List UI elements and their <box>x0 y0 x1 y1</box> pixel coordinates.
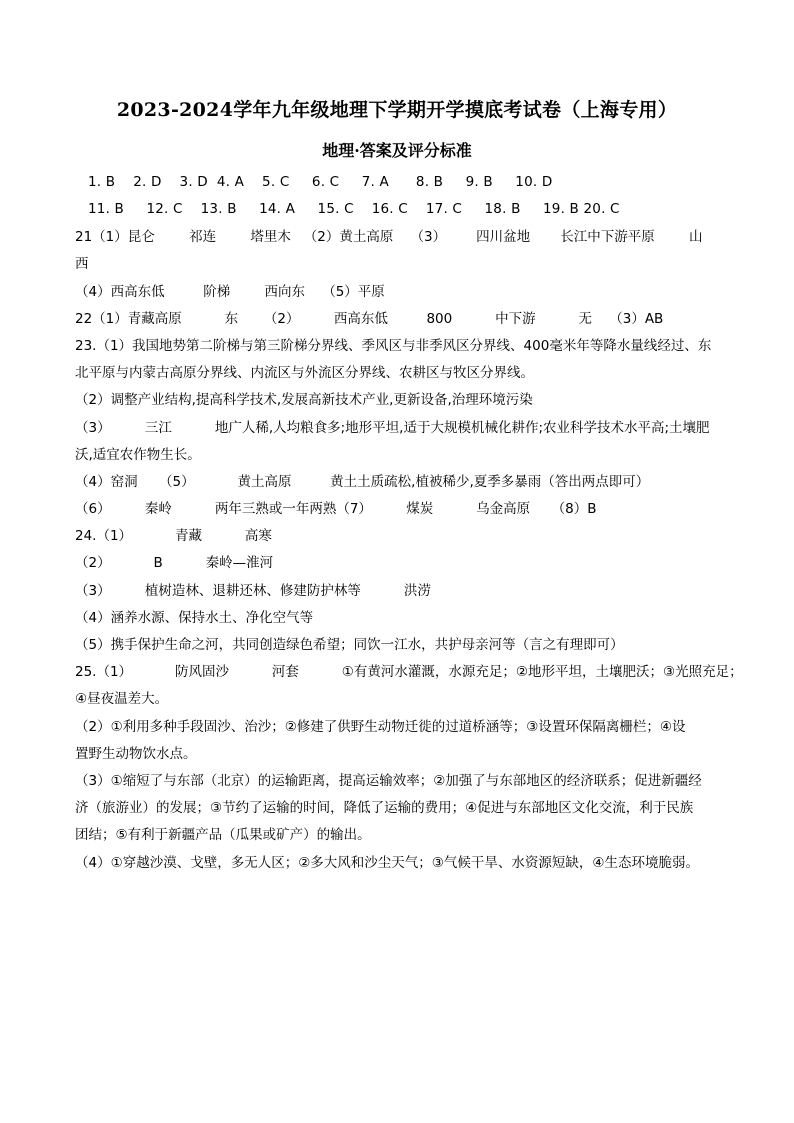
answer-line: 团结；⑤有利于新疆产品（瓜果或矿产）的输出。 <box>75 827 371 843</box>
answer-line: （2）①利用多种手段固沙、治沙；②修建了供野生动物迁徙的过道桥涵等；③设置环保隔离栅栏；④设 <box>75 719 686 735</box>
answer-line: （4）①穿越沙漠、戈壁，多无人区；②多大风和沙尘天气；③气候干旱、水资源短缺，④生态环境脆弱。 <box>75 855 699 871</box>
answer-line: （3） 植树造林、退耕还林、修建防护林等 洪涝 <box>75 583 431 599</box>
mc-answers-row-2: 11. B 12. C 13. B 14. A 15. C 16. C 17. C 18. B 19. B 20. C <box>88 201 620 217</box>
answer-line: （4）窑洞 （5） 黄土高原 黄土土质疏松,植被稀少,夏季多暴雨（答出两点即可） <box>75 474 650 490</box>
answer-line: （6） 秦岭 两年三熟或一年两熟（7） 煤炭 乌金高原 （8）B <box>75 501 597 517</box>
answer-line: 置野生动物饮水点。 <box>75 746 197 762</box>
answer-line: （4）西高东低 阶梯 西向东 （5）平原 <box>75 284 385 300</box>
answer-line: 23.（1）我国地势第二阶梯与第三阶梯分界线、季风区与非季风区分界线、400毫米年等降水量线经过、东 <box>75 338 712 354</box>
answer-line: 24.（1） 青藏 高寒 <box>75 528 272 544</box>
answer-line: 沃,适宜农作物生长。 <box>75 447 201 463</box>
answer-line: 西 <box>75 256 89 272</box>
page-title: 2023-2024学年九年级地理下学期开学摸底考试卷（上海专用） <box>116 99 678 121</box>
answer-line: ④昼夜温差大。 <box>75 691 169 707</box>
answer-line: （2）调整产业结构,提高科学技术,发展高新技术产业,更新设备,治理环境污染 <box>75 392 533 408</box>
answer-line: （2） B 秦岭—淮河 <box>75 555 274 571</box>
answer-line: 21（1）昆仑 祁连 塔里木 （2）黄土高原 （3） 四川盆地 长江中下游平原 山 <box>75 229 703 245</box>
answer-line: 25.（1） 防风固沙 河套 ①有黄河水灌溉，水源充足；②地形平坦，土壤肥沃；③光照充足； <box>75 664 743 680</box>
answer-line: （3）①缩短了与东部（北京）的运输距离，提高运输效率；②加强了与东部地区的经济联系；促进新疆经 <box>75 773 702 789</box>
answer-line: （3） 三江 地广人稀,人均粮食多;地形平坦,适于大规模机械化耕作;农业科学技术水平高;土壤肥 <box>75 420 710 436</box>
answer-line: 22（1）青藏高原 东 （2） 西高东低 800 中下游 无 （3）AB <box>75 311 664 327</box>
answer-line: （4）涵养水源、保持水土、净化空气等 <box>75 610 314 626</box>
page-subtitle: 地理·答案及评分标准 <box>322 141 472 160</box>
answer-line: （5）携手保护生命之河，共同创造绿色希望；同饮一江水，共护母亲河等（言之有理即可） <box>75 637 624 653</box>
mc-answers-row-1: 1. B 2. D 3. D 4. A 5. C 6. C 7. A 8. B 9. B 10. D <box>88 174 553 190</box>
answer-line: 北平原与内蒙古高原分界线、内流区与外流区分界线、农耕区与牧区分界线。 <box>75 365 534 381</box>
answer-line: 济（旅游业）的发展；③节约了运输的时间，降低了运输的费用；④促进与东部地区文化交流，利于民族 <box>75 800 694 816</box>
